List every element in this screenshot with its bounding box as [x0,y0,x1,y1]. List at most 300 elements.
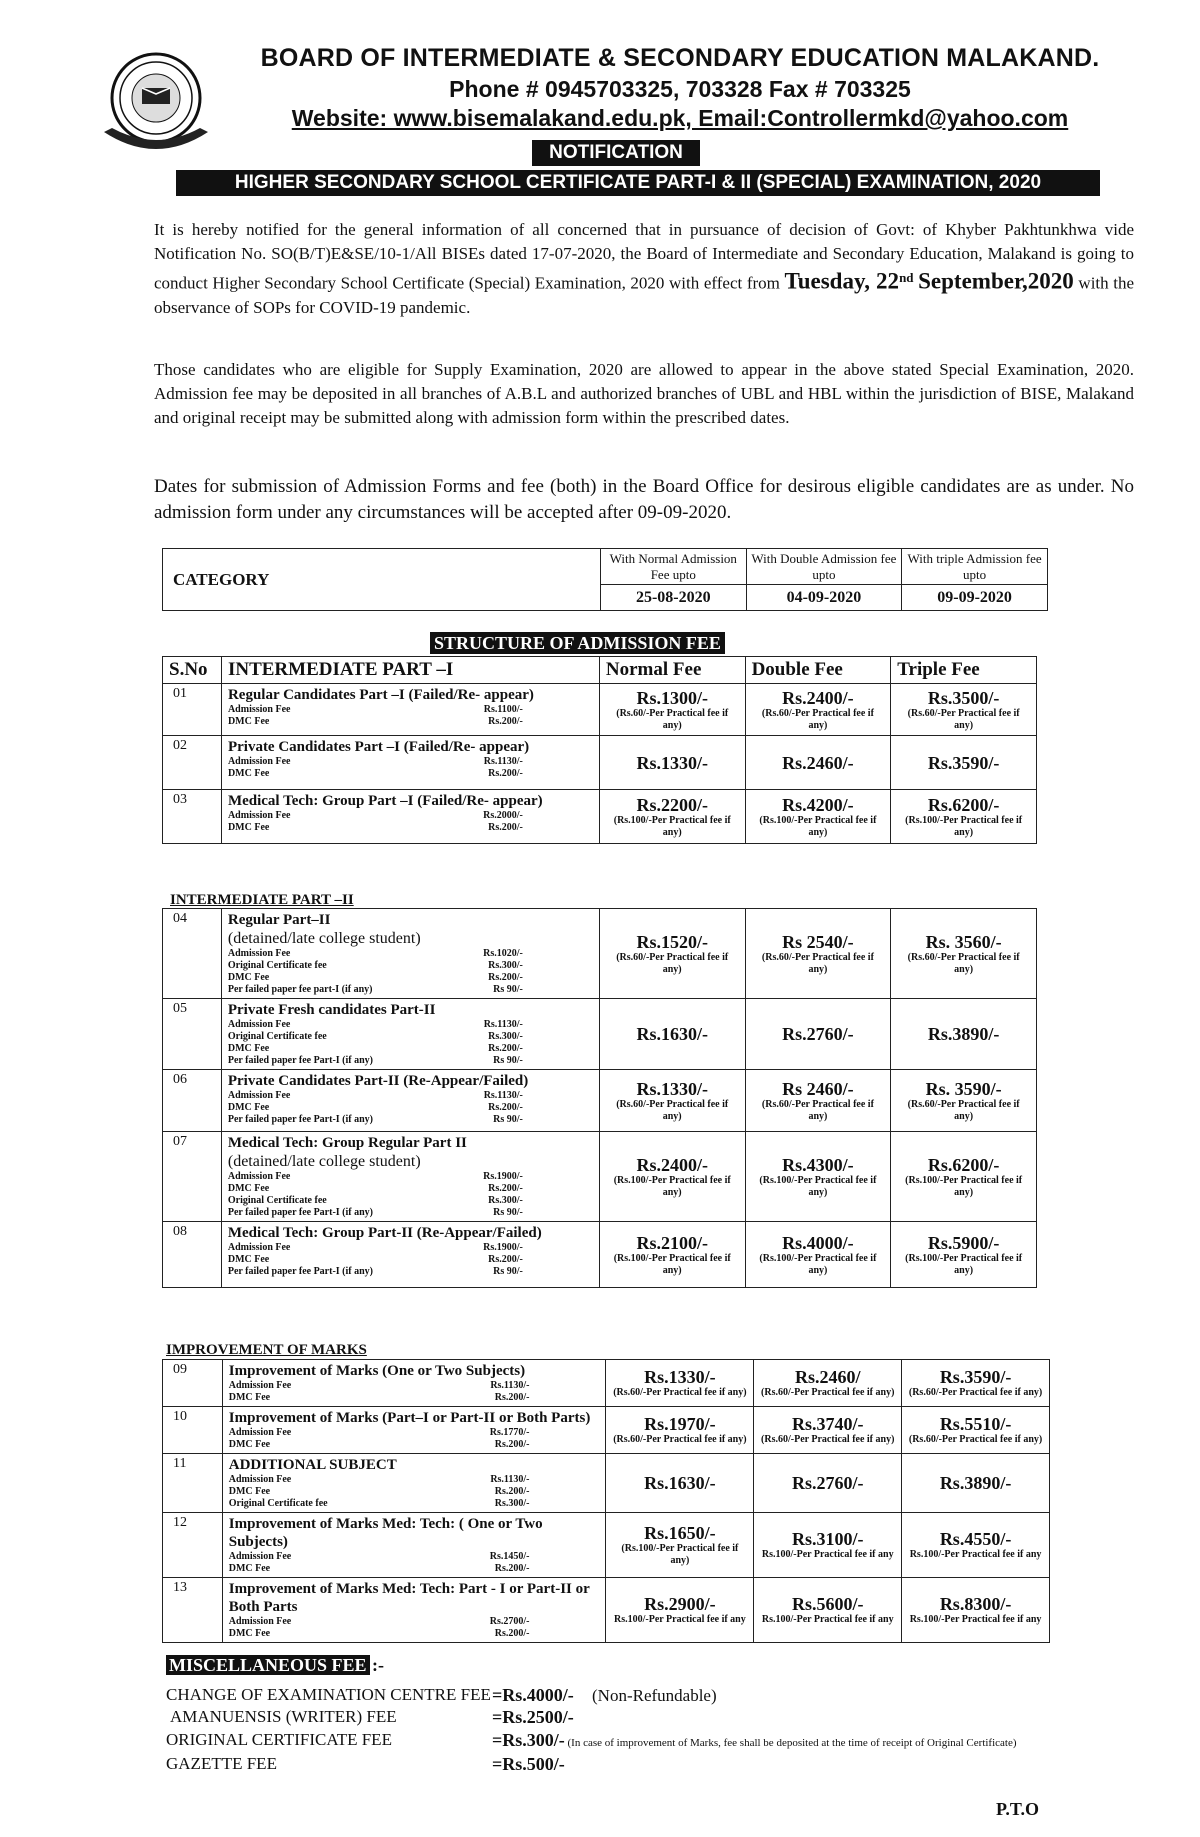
double-fee-cell [745,909,891,999]
breakdown-label: Admission Fee [227,756,291,767]
double-fee-amount: Rs.4300/- [782,1154,854,1175]
misc-note: (Non-Refundable) [587,1686,717,1705]
normal-fee-amount: Rs.2100/- [636,1232,708,1253]
row-sno: 01 [163,684,222,736]
breakdown-label: Original Certificate fee [227,1031,327,1042]
row-sno: 12 [163,1513,223,1578]
row-description [222,1454,606,1513]
normal-fee-note: (Rs.100/-Per Practical fee if any) [621,1543,739,1566]
fee-breakdown-item [228,768,593,780]
fee-breakdown-item [228,1090,593,1102]
fee-breakdown-item [228,1031,593,1043]
row-title: Improvement of Marks Med: Tech: Part - I or Part-II or Both Parts [228,1581,590,1615]
double-fee-cell [754,1407,902,1454]
breakdown-amount: Rs.1130/- [490,1474,530,1485]
misc-amount: =Rs.2500/- [492,1707,574,1727]
pto: P.T.O [996,1799,1040,1819]
board-seal-logo [100,48,212,160]
misc-label: AMANUENSIS (WRITER) FEE [170,1707,397,1726]
normal-fee-cell [606,1454,754,1513]
double-fee-cell [745,999,891,1070]
fee-breakdown-item [228,1102,593,1114]
double-fee-cell [754,1513,902,1578]
breakdown-amount: Rs.200/- [488,716,523,727]
fee-breakdown-item [229,1486,600,1498]
breakdown-label: Admission Fee [228,1551,292,1562]
double-fee-amount: Rs.5600/- [791,1594,864,1614]
row-subtitle: (detained/late college student) [227,930,421,947]
breakdown-amount: Rs.200/- [494,1486,530,1497]
fee-row [163,1222,1037,1288]
misc-amount: =Rs.4000/- [492,1685,574,1705]
triple-fee-cell [891,684,1037,736]
normal-fee-note: (Rs.100/-Per Practical fee if any) [613,814,731,838]
breakdown-label: Original Certificate fee [227,1195,327,1206]
triple-fee-note: (Rs.100/-Per Practical fee if any) [905,814,1023,838]
double-fee-note: (Rs.100/-Per Practical fee if any) [759,814,877,838]
misc-amount: =Rs.300/- [492,1730,565,1750]
normal-fee-amount: Rs.1300/- [636,687,708,708]
row-description [221,999,599,1070]
fee-breakdown-item [229,1392,600,1404]
part2-title: INTERMEDIATE PART –II [170,892,354,908]
double-fee-cell [745,684,891,736]
normal-fee-cell [599,790,745,844]
breakdown-amount: Rs.200/- [494,1563,530,1574]
fee-table-part1 [162,656,1037,844]
breakdown-amount: Rs.200/- [488,1043,523,1054]
breakdown-label: DMC Fee [227,768,270,779]
breakdown-amount: Rs.300/- [488,1195,523,1206]
website-email-line: Website: www.bisemalakand.edu.pk, Email:Controllermkd@yahoo.com [291,105,1069,131]
normal-fee-note: (Rs.100/-Per Practical fee if any) [613,1252,731,1276]
row-sno: 11 [163,1454,223,1513]
normal-fee-cell [599,1222,745,1288]
phone-line: Phone # 0945703325, 703328 Fax # 703325 [449,76,911,102]
breakdown-amount: Rs.200/- [488,972,523,983]
normal-fee-cell [599,1070,745,1132]
notification-banner: NOTIFICATION [532,140,700,166]
triple-header: Triple Fee [891,657,1037,684]
double-fee-note: Rs.100/-Per Practical fee if any [761,1614,894,1625]
normal-fee-amount: Rs.1630/- [644,1473,716,1493]
breakdown-amount: Rs.300/- [488,960,523,971]
row-title: Medical Tech: Group Regular Part II [227,1135,467,1151]
breakdown-label: Original Certificate fee [228,1498,328,1509]
row-title: Regular Part–II [227,912,331,928]
breakdown-label: Admission Fee [227,1090,291,1101]
normal-fee-amount: Rs.1630/- [636,1024,708,1044]
misc-label: GAZETTE FEE [166,1754,277,1773]
part-header: INTERMEDIATE PART –I [221,657,599,684]
normal-fee-cell [606,1513,754,1578]
row-description [221,684,599,736]
normal-fee-amount: Rs.1520/- [636,931,708,952]
normal-fee-cell [606,1578,754,1643]
normal-date: 25-08-2020 [600,585,746,611]
fee-row [163,684,1037,736]
breakdown-amount: Rs.1130/- [483,756,523,767]
triple-fee-amount: Rs.6200/- [927,794,1000,815]
breakdown-label: Admission Fee [227,704,291,715]
double-fee-amount: Rs 2540/- [782,931,854,952]
triple-fee-note: (Rs.60/-Per Practical fee if any) [907,951,1020,975]
normal-fee-cell [606,1407,754,1454]
breakdown-amount: Rs 90/- [493,1266,523,1277]
row-title: Improvement of Marks (Part–I or Part-II or Both Parts) [228,1410,591,1426]
double-fee-amount: Rs 2460/- [782,1078,854,1099]
fee-breakdown-item [228,810,593,822]
triple-fee-amount: Rs. 3590/- [925,1078,1002,1099]
double-fee-cell [754,1360,902,1407]
triple-fee-cell [902,1454,1050,1513]
normal-fee-cell [606,1360,754,1407]
row-description [221,1132,599,1222]
misc-amount: =Rs.500/- [492,1754,565,1774]
category-header: CATEGORY [163,549,601,611]
fee-row [163,1132,1037,1222]
double-fee-note: (Rs.60/-Per Practical fee if any) [761,1387,895,1398]
fee-breakdown-item [228,1055,593,1067]
normal-fee-cell [599,909,745,999]
fee-breakdown-item [229,1616,600,1628]
misc-value [492,1730,1017,1751]
fee-row [163,1578,1050,1643]
fee-breakdown-item [228,960,593,972]
double-date: 04-09-2020 [746,585,901,611]
triple-fee-amount: Rs.3590/- [939,1367,1012,1387]
triple-fee-note: (Rs.100/-Per Practical fee if any) [905,1252,1023,1276]
fee-row [163,999,1037,1070]
double-fee-amount: Rs.3100/- [791,1529,864,1549]
breakdown-label: Per failed paper fee Part-I (if any) [227,1055,374,1066]
row-sno: 09 [163,1360,223,1407]
fee-breakdown-item [228,1254,593,1266]
breakdown-amount: Rs.1450/- [489,1551,530,1562]
breakdown-label: DMC Fee [227,1254,270,1265]
double-fee-amount: Rs.2460/- [782,752,854,773]
double-fee-cell [745,1222,891,1288]
double-fee-cell [745,790,891,844]
breakdown-label: DMC Fee [227,716,270,727]
triple-date-header: With triple Admission fee upto [902,549,1048,585]
double-fee-note: Rs.100/-Per Practical fee if any [761,1549,894,1560]
double-fee-amount: Rs.2400/- [782,687,854,708]
row-title: Improvement of Marks Med: Tech: ( One or Two Subjects) [228,1516,543,1550]
normal-fee-cell [599,1132,745,1222]
fee-breakdown-item [228,1183,593,1195]
row-sno: 04 [163,909,222,999]
triple-fee-cell [902,1360,1050,1407]
double-fee-note: (Rs.60/-Per Practical fee if any) [761,707,874,731]
double-header: Double Fee [745,657,891,684]
row-sno: 03 [163,790,222,844]
row-description [221,1222,599,1288]
breakdown-label: Per failed paper fee part-I (if any) [227,984,373,995]
breakdown-amount: Rs.1130/- [490,1380,530,1391]
row-description [221,1070,599,1132]
breakdown-label: DMC Fee [227,972,270,983]
breakdown-label: Admission Fee [227,810,291,821]
fee-row [163,790,1037,844]
normal-fee-note: (Rs.60/-Per Practical fee if any) [616,707,729,731]
double-fee-note: (Rs.60/-Per Practical fee if any) [761,951,874,975]
breakdown-label: Admission Fee [228,1427,292,1438]
normal-fee-cell [599,684,745,736]
double-date-header: With Double Admission fee upto [746,549,901,585]
breakdown-amount: Rs 90/- [493,1055,523,1066]
triple-fee-cell [902,1407,1050,1454]
double-fee-cell [754,1454,902,1513]
breakdown-amount: Rs 90/- [493,1207,523,1218]
fee-row [163,1454,1050,1513]
normal-fee-note: Rs.100/-Per Practical fee if any [614,1614,746,1625]
double-fee-note: (Rs.60/-Per Practical fee if any) [761,1434,895,1445]
breakdown-label: DMC Fee [228,1563,271,1574]
triple-fee-amount: Rs.3890/- [939,1473,1012,1493]
double-fee-amount: Rs.4000/- [782,1232,854,1253]
triple-fee-amount: Rs.3500/- [927,687,1000,708]
row-description [222,1360,606,1407]
double-fee-amount: Rs.4200/- [782,794,854,815]
breakdown-label: Admission Fee [228,1474,292,1485]
misc-title: MISCELLANEOUS FEE [166,1655,370,1675]
breakdown-amount: Rs.300/- [488,1031,523,1042]
fee-row [163,909,1037,999]
breakdown-amount: Rs.1130/- [483,1090,523,1101]
double-fee-cell [745,736,891,790]
fee-row [163,1360,1050,1407]
normal-fee-amount: Rs.1970/- [644,1414,716,1434]
breakdown-label: DMC Fee [228,1439,271,1450]
row-sno: 08 [163,1222,222,1288]
breakdown-amount: Rs.200/- [488,822,523,833]
double-fee-cell [754,1578,902,1643]
triple-fee-cell [891,1222,1037,1288]
breakdown-label: DMC Fee [227,822,270,833]
breakdown-amount: Rs 90/- [493,984,523,995]
breakdown-label: Per failed paper fee Part-I (if any) [227,1114,374,1125]
row-title: Regular Candidates Part –I (Failed/Re- appear) [227,687,534,703]
breakdown-amount: Rs.200/- [488,768,523,779]
breakdown-label: Admission Fee [228,1380,292,1391]
breakdown-amount: Rs.2700/- [489,1616,530,1627]
normal-fee-note: (Rs.100/-Per Practical fee if any) [613,1174,731,1198]
breakdown-label: DMC Fee [227,1183,270,1194]
breakdown-amount: Rs.200/- [494,1392,530,1403]
row-description [221,790,599,844]
breakdown-amount: Rs.2000/- [483,810,523,821]
fee-table-part2 [162,908,1037,1288]
triple-fee-amount: Rs.5900/- [927,1232,1000,1253]
fee-row [163,736,1037,790]
fee-breakdown-item [229,1563,600,1575]
misc-label: CHANGE OF EXAMINATION CENTRE FEE [166,1685,491,1704]
normal-fee-note: (Rs.60/-Per Practical fee if any) [613,1434,747,1445]
row-description [221,736,599,790]
breakdown-amount: Rs.200/- [488,1102,523,1113]
breakdown-label: DMC Fee [227,1043,270,1054]
dates-table [162,548,1048,611]
fee-breakdown-item [228,1242,593,1254]
normal-header: Normal Fee [599,657,745,684]
breakdown-label: Admission Fee [227,948,291,959]
paragraph-1: It is hereby notified for the general information of all concerned that in pursuance of decision of Govt: of Khyber Pakhtunkhwa vide Notification No. SO(B/T)E&SE/10-1/All BISEs dated 17-07-2020, the Board of Intermediate and Secondary Education, Malakand is going to conduct Higher Secondary School Certificate (Special) Examination, 2020 with effect from Tuesday, 22nd September,2020 with the observance of SOPs for COVID-19 pandemic. [154,220,1135,317]
fee-breakdown-item [228,1019,593,1031]
triple-fee-cell [891,736,1037,790]
normal-fee-note: (Rs.60/-Per Practical fee if any) [613,1387,747,1398]
row-description [222,1407,606,1454]
paragraph-3: Dates for submission of Admission Forms and fee (both) in the Board Office for desirous eligible candidates are as under. No admission form under any circumstances will be accepted after 09-09-2020. [154,476,1134,523]
breakdown-label: Admission Fee [228,1616,292,1627]
breakdown-label: Per failed paper fee Part-I (if any) [227,1207,374,1218]
misc-value [492,1707,574,1728]
fee-breakdown-item [229,1380,600,1392]
row-title: Private Candidates Part-II (Re-Appear/Failed) [227,1073,529,1089]
breakdown-amount: Rs.1770/- [489,1427,530,1438]
misc-value [492,1754,565,1775]
fee-breakdown-item [228,1043,593,1055]
fee-breakdown-item [228,1266,593,1278]
triple-fee-amount: Rs.6200/- [927,1154,1000,1175]
breakdown-label: Admission Fee [227,1171,291,1182]
fee-breakdown-item [228,1195,593,1207]
normal-fee-amount: Rs.1330/- [636,1078,708,1099]
breakdown-label: DMC Fee [228,1628,271,1639]
breakdown-label: DMC Fee [228,1486,271,1497]
fee-breakdown-item [228,756,593,768]
breakdown-amount: Rs.200/- [494,1439,530,1450]
breakdown-amount: Rs.1100/- [483,704,523,715]
fee-breakdown-item [228,716,593,728]
fee-breakdown-item [229,1498,600,1510]
fee-breakdown-item [228,1114,593,1126]
fee-breakdown-item [229,1427,600,1439]
triple-fee-note: (Rs.60/-Per Practical fee if any) [907,707,1020,731]
breakdown-amount: Rs.300/- [494,1498,530,1509]
breakdown-label: Admission Fee [227,1242,291,1253]
triple-fee-note: (Rs.60/-Per Practical fee if any) [907,1098,1020,1122]
normal-fee-note: (Rs.60/-Per Practical fee if any) [616,1098,729,1122]
double-fee-note: (Rs.100/-Per Practical fee if any) [759,1252,877,1276]
double-fee-cell [745,1070,891,1132]
improvement-title: IMPROVEMENT OF MARKS [166,1342,367,1358]
normal-fee-cell [599,999,745,1070]
double-fee-amount: Rs.2760/- [782,1024,854,1044]
sno-header: S.No [163,657,222,684]
fee-breakdown-item [228,704,593,716]
row-sno: 10 [163,1407,223,1454]
normal-fee-amount: Rs.1650/- [644,1523,716,1543]
fee-breakdown-item [228,972,593,984]
row-title: Private Candidates Part –I (Failed/Re- appear) [227,739,530,755]
breakdown-amount: Rs.200/- [494,1628,530,1639]
double-fee-note: (Rs.100/-Per Practical fee if any) [759,1174,877,1198]
triple-fee-note: (Rs.60/-Per Practical fee if any) [908,1387,1043,1398]
triple-fee-amount: Rs.8300/- [939,1594,1012,1614]
org-name: BOARD OF INTERMEDIATE & SECONDARY EDUCATION MALAKAND. [260,44,1100,72]
triple-fee-note: Rs.100/-Per Practical fee if any [909,1549,1042,1560]
breakdown-amount: Rs.200/- [488,1254,523,1265]
triple-fee-amount: Rs.3890/- [927,1024,1000,1044]
row-sno: 07 [163,1132,222,1222]
normal-fee-amount: Rs.1330/- [636,752,708,773]
row-description [221,909,599,999]
triple-fee-amount: Rs. 3560/- [925,931,1002,952]
row-sno: 13 [163,1578,223,1643]
row-sno: 06 [163,1070,222,1132]
triple-fee-cell [891,909,1037,999]
triple-fee-cell [891,1070,1037,1132]
triple-fee-amount: Rs.5510/- [939,1414,1012,1434]
double-fee-amount: Rs.2460/ [794,1367,861,1387]
breakdown-label: DMC Fee [227,1102,270,1113]
fee-breakdown-item [228,1171,593,1183]
double-fee-amount: Rs.2760/- [791,1473,864,1493]
row-description [222,1513,606,1578]
double-fee-cell [745,1132,891,1222]
breakdown-amount: Rs.200/- [488,1183,523,1194]
triple-fee-note: Rs.100/-Per Practical fee if any [909,1614,1042,1625]
breakdown-label: Admission Fee [227,1019,291,1030]
triple-fee-amount: Rs.3590/- [927,752,1000,773]
triple-fee-cell [891,999,1037,1070]
row-title: ADDITIONAL SUBJECT [228,1457,397,1473]
triple-fee-note: (Rs.60/-Per Practical fee if any) [908,1434,1043,1445]
double-fee-amount: Rs.3740/- [791,1414,864,1434]
structure-title: STRUCTURE OF ADMISSION FEE [430,632,725,654]
exam-title-banner: HIGHER SECONDARY SCHOOL CERTIFICATE PART-I & II (SPECIAL) EXAMINATION, 2020 [176,170,1100,196]
misc-label: ORIGINAL CERTIFICATE FEE [166,1730,392,1749]
normal-fee-cell [599,736,745,790]
triple-date: 09-09-2020 [902,585,1048,611]
misc-value [492,1685,717,1706]
breakdown-amount: Rs.1900/- [483,1171,523,1182]
double-fee-note: (Rs.60/-Per Practical fee if any) [761,1098,874,1122]
fee-breakdown-item [229,1628,600,1640]
triple-fee-note: (Rs.100/-Per Practical fee if any) [905,1174,1023,1198]
fee-breakdown-item [229,1439,600,1451]
triple-fee-amount: Rs.4550/- [939,1529,1012,1549]
paragraph-2: Those candidates who are eligible for Supply Examination, 2020 are allowed to appear in the above stated Special Examination, 2020. Admission fee may be deposited in all branches of A.B.L and authorized branches of UBL and HBL within the jurisdiction of BISE, Malakand and original receipt may be submitted along with admission form within the prescribed dates. [154,360,1134,427]
row-title: Private Fresh candidates Part-II [227,1002,436,1018]
fee-breakdown-item [229,1551,600,1563]
fee-breakdown-item [228,984,593,996]
row-sno: 02 [163,736,222,790]
breakdown-label: Original Certificate fee [227,960,327,971]
fee-breakdown-item [228,948,593,960]
normal-fee-amount: Rs.2400/- [636,1154,708,1175]
triple-fee-cell [891,790,1037,844]
breakdown-label: DMC Fee [228,1392,271,1403]
row-title: Improvement of Marks (One or Two Subjects) [228,1363,526,1379]
row-title: Medical Tech: Group Part –I (Failed/Re- appear) [227,793,543,809]
fee-row [163,1513,1050,1578]
breakdown-amount: Rs 90/- [493,1114,523,1125]
triple-fee-cell [891,1132,1037,1222]
misc-note: (In case of improvement of Marks, fee shall be deposited at the time of receipt of Original Certificate) [564,1737,1017,1749]
fee-breakdown-item [228,1207,593,1219]
fee-breakdown-item [229,1474,600,1486]
normal-fee-note: (Rs.60/-Per Practical fee if any) [616,951,729,975]
normal-fee-amount: Rs.1330/- [644,1367,716,1387]
triple-fee-cell [902,1513,1050,1578]
fee-row [163,1407,1050,1454]
breakdown-amount: Rs.1020/- [483,948,523,959]
normal-fee-amount: Rs.2200/- [636,794,708,815]
breakdown-label: Per failed paper fee Part-I (if any) [227,1266,374,1277]
breakdown-amount: Rs.1900/- [483,1242,523,1253]
